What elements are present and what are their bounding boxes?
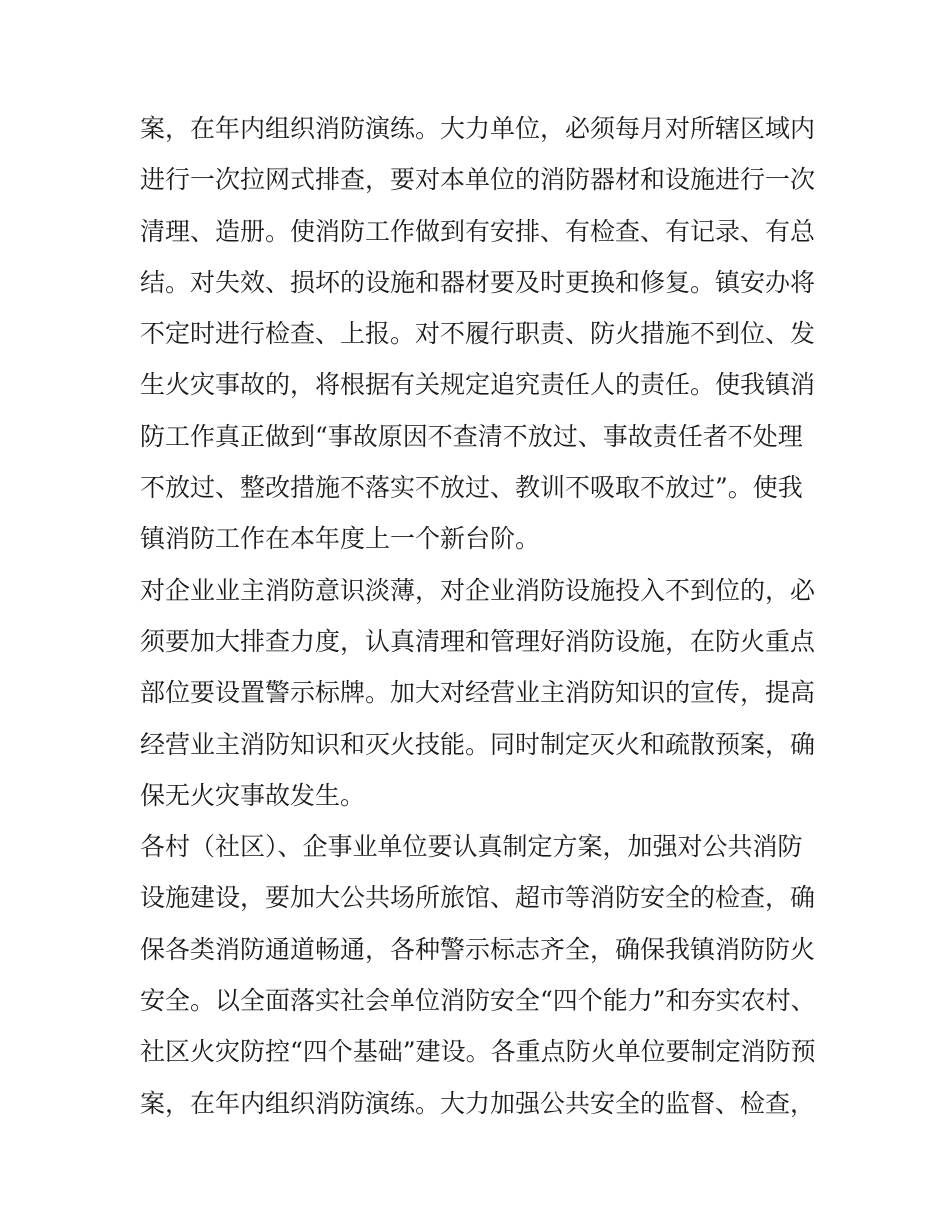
text-line: 设施建设，要加大公共场所旅馆、超市等消防安全的检查，确	[140, 883, 816, 913]
text-line: 不放过、整改措施不落实不放过、教训不吸取不放过”。使我	[140, 473, 803, 503]
text-line: 案，在年内组织消防演练。大力单位，必须每月对所辖区域内	[140, 114, 816, 143]
text-line: 生火灾事故的，将根据有关规定追究责任人的责任。使我镇消	[140, 370, 816, 400]
body-text	[140, 103, 820, 1129]
text-line: 防工作真正做到“事故原因不查清不放过、事故责任者不处理	[140, 421, 803, 451]
text-line: 案，在年内组织消防演练。大力加强公共安全的监督、检查，	[140, 1088, 816, 1118]
text-line: 清理、造册。使消防工作做到有安排、有检查、有记录、有总	[140, 216, 816, 246]
text-line: 社区火灾防控“四个基础”建设。各重点防火单位要制定消防预	[140, 1037, 816, 1067]
text-line: 保无火灾事故发生。	[140, 780, 366, 810]
text-line: 保各类消防通道畅通，各种警示标志齐全，确保我镇消防防火	[140, 934, 816, 964]
text-line: 安全。以全面落实社会单位消防安全“四个能力”和夯实农村、	[140, 986, 816, 1016]
text-line: 须要加大排查力度，认真清理和管理好消防设施，在防火重点	[140, 626, 816, 656]
text-line: 进行一次拉网式排查，要对本单位的消防器材和设施进行一次	[140, 165, 816, 195]
text-line: 对企业业主消防意识淡薄，对企业消防设施投入不到位的，必	[140, 575, 816, 605]
text-line: 不定时进行检查、上报。对不履行职责、防火措施不到位、发	[140, 319, 816, 349]
text-line: 部位要设置警示标牌。加大对经营业主消防知识的宣传，提高	[140, 678, 816, 708]
text-line: 结。对失效、损坏的设施和器材要及时更换和修复。镇安办将	[140, 267, 816, 297]
text-line: 镇消防工作在本年度上一个新台阶。	[140, 524, 541, 554]
text-line: 经营业主消防知识和灭火技能。同时制定灭火和疏散预案，确	[140, 729, 816, 759]
text-line: 各村（社区）、企事业单位要认真制定方案，加强对公共消防	[140, 832, 803, 862]
